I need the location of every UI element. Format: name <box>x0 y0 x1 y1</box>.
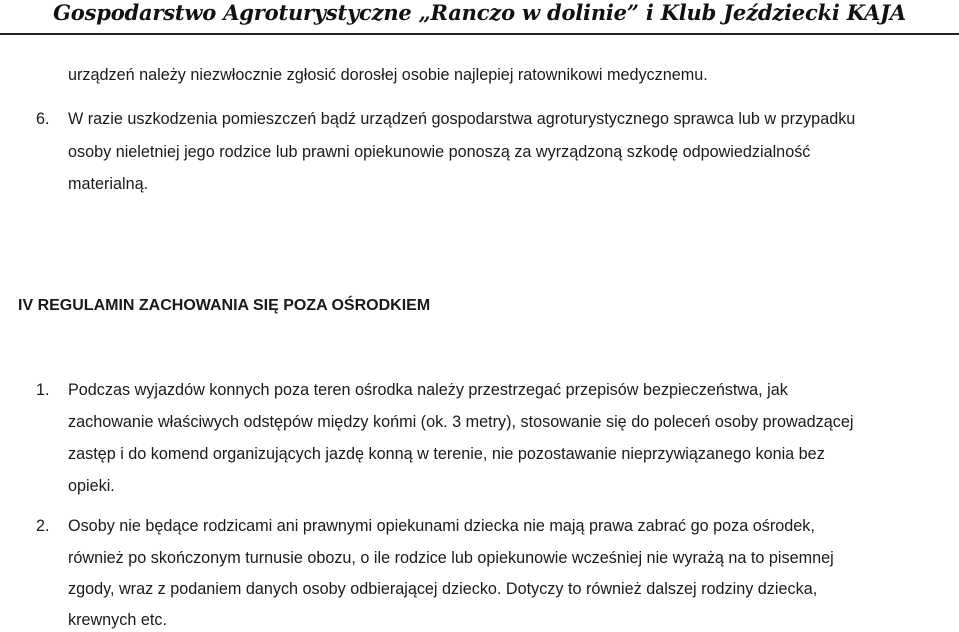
list-item-line: zastęp i do komend organizujących jazdę konną w terenie, nie pozostawanie nieprzywiązanego konia bez <box>68 445 825 463</box>
list-item-line: zachowanie właściwych odstępów między końmi (ok. 3 metry), stosowanie się do poleceń osoby prowadzącej <box>68 413 854 431</box>
list-item-number: 6. <box>36 110 50 128</box>
header-divider <box>0 33 959 35</box>
section-heading: IV REGULAMIN ZACHOWANIA SIĘ POZA OŚRODKIEM <box>18 297 431 314</box>
list-item-line: zgody, wraz z podaniem danych osoby odbierającej dziecko. Dotyczy to również dalszej rodziny dziecka, <box>68 580 818 598</box>
list-item-line: materialną. <box>68 175 149 193</box>
list-item-line: krewnych etc. <box>68 611 167 629</box>
list-item-line: również po skończonym turnusie obozu, o ile rodzice lub opiekunowie wcześniej nie wyrażą na to pisemnej <box>68 549 834 567</box>
list-item-line: osoby nieletniej jego rodzice lub prawni opiekunowie ponoszą za wyrządzoną szkodę odpowiedzialność <box>68 143 811 161</box>
list-item-line: W razie uszkodzenia pomieszczeń bądź urządzeń gospodarstwa agroturystycznego sprawca lub w przypadku <box>68 110 856 128</box>
list-item-line: opieki. <box>68 477 115 495</box>
page-title: Gospodarstwo Agroturystyczne „Ranczo w dolinie” i Klub Jeździecki KAJA <box>53 0 906 25</box>
list-item-number: 2. <box>36 517 50 535</box>
list-item-line: Osoby nie będące rodzicami ani prawnymi opiekunami dziecka nie mają prawa zabrać go poza ośrodek, <box>68 517 815 535</box>
intro-line: urządzeń należy niezwłocznie zgłosić dorosłej osobie najlepiej ratownikowi medycznemu. <box>68 66 708 84</box>
list-item-line: Podczas wyjazdów konnych poza teren ośrodka należy przestrzegać przepisów bezpieczeństwa, jak <box>68 381 788 399</box>
list-item-number: 1. <box>36 381 50 399</box>
